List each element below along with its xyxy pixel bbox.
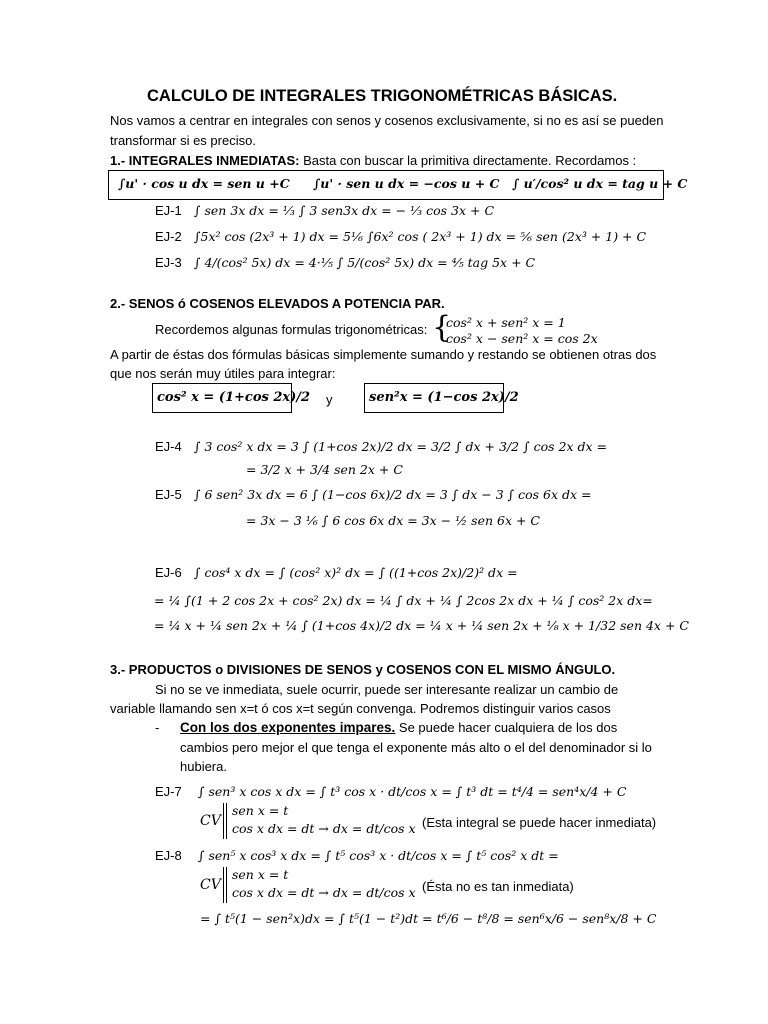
- ej3-expression: ∫ 4/(cos² 5x) dx = 4·⅕ ∫ 5/(cos² 5x) dx = ⅘ tag 5x + C: [194, 255, 536, 270]
- case-text-1: Se puede hacer cualquiera de los dos: [395, 720, 618, 735]
- ej4-line-1: ∫ 3 cos² x dx = 3 ∫ (1+cos 2x)/2 dx = 3/2 ∫ dx + 3/2 ∫ cos 2x dx =: [194, 439, 607, 454]
- ej4-label: EJ-4: [155, 439, 182, 454]
- case-text-3: hubiera.: [180, 759, 227, 774]
- section-2-para-2: que nos serán muy útiles para integrar:: [110, 366, 336, 381]
- section-2-heading: 2.- SENOS ó COSENOS ELEVADOS A POTENCIA PAR.: [110, 296, 445, 311]
- ej6-line-3: = ¼ x + ¼ sen 2x + ¼ ∫ (1+cos 4x)/2 dx = ¼ x + ¼ sen 2x + ⅛ x + 1/32 sen 4x + C: [154, 618, 689, 633]
- ej7-cv-label: CV: [200, 813, 221, 829]
- ej8-note: (Ésta no es tan inmediata): [422, 879, 574, 894]
- page-title: CALCULO DE INTEGRALES TRIGONOMÉTRICAS BÁSICAS.: [147, 87, 618, 105]
- formula-tag: ∫ u′/cos² u dx = tag u + C: [512, 176, 688, 191]
- section-1-heading: [110, 153, 636, 169]
- section-1-title: 1.- INTEGRALES INMEDIATAS:: [110, 153, 300, 168]
- ej8-line-2: = ∫ t⁵(1 − sen²x)dx = ∫ t⁵(1 − t²)dt = t⁶/6 − t⁸/8 = sen⁶x/6 − sen⁸x/8 + C: [200, 911, 657, 926]
- section-3-para-2: variable llamando sen x=t ó cos x=t según convenga. Podremos distinguir varios casos: [110, 701, 611, 716]
- section-3-heading: 3.- PRODUCTOS o DIVISIONES DE SENOS y COSENOS CON EL MISMO ÁNGULO.: [110, 662, 616, 677]
- ej7-cv-bar: [223, 803, 227, 839]
- ej2-expression: ∫5x² cos (2x³ + 1) dx = 5⅙ ∫6x² cos ( 2x³ + 1) dx = ⅚ sen (2x³ + 1) + C: [194, 229, 647, 244]
- ej5-label: EJ-5: [155, 487, 182, 502]
- sen-square-formula: sen²x = (1−cos 2x)/2: [369, 390, 519, 405]
- ej6-label: EJ-6: [155, 565, 182, 580]
- identity-1: cos² x + sen² x = 1: [446, 315, 566, 330]
- ej8-label: EJ-8: [155, 848, 182, 863]
- intro-line-2: transformar si es preciso.: [110, 133, 256, 148]
- ej5-line-1: ∫ 6 sen² 3x dx = 6 ∫ (1−cos 6x)/2 dx = 3 ∫ dx − 3 ∫ cos 6x dx =: [194, 487, 592, 502]
- ej2-label: EJ-2: [155, 229, 182, 244]
- ej6-line-2: = ¼ ∫(1 + 2 cos 2x + cos² 2x) dx = ¼ ∫ dx + ¼ ∫ 2cos 2x dx + ¼ ∫ cos² 2x dx=: [154, 593, 653, 608]
- ej5-line-2: = 3x − 3 ⅙ ∫ 6 cos 6x dx = 3x − ½ sen 6x + C: [246, 513, 540, 528]
- ej3-label: EJ-3: [155, 255, 182, 270]
- ej7-label: EJ-7: [155, 784, 182, 799]
- case-dash: -: [155, 720, 160, 735]
- ej1-expression: ∫ sen 3x dx = ⅓ ∫ 3 sen3x dx = − ⅓ cos 3x + C: [194, 203, 495, 218]
- formula-cos: ∫u' · cos u dx = sen u +C: [118, 176, 290, 191]
- ej4-line-2: = 3/2 x + 3/4 sen 2x + C: [246, 462, 403, 477]
- section-2-recall: Recordemos algunas formulas trigonométricas:: [155, 322, 428, 337]
- y-connector: y: [326, 392, 333, 407]
- ej1-label: EJ-1: [155, 203, 182, 218]
- ej8-cv-label: CV: [200, 877, 221, 893]
- ej7-change-1: sen x = t: [232, 803, 289, 818]
- ej8-change-2: cos x dx = dt → dx = dt/cos x: [232, 885, 416, 900]
- cos-square-formula: cos² x = (1+cos 2x)/2: [157, 390, 311, 405]
- section-2-para-1: A partir de éstas dos fórmulas básicas simplemente sumando y restando se obtienen otras dos: [110, 347, 657, 362]
- ej8-cv-bar: [223, 867, 227, 903]
- ej8-change-1: sen x = t: [232, 867, 289, 882]
- case-text-2: cambios pero mejor el que tenga el exponente más alto o el del denominador si lo: [180, 740, 652, 755]
- intro-line-1: Nos vamos a centrar en integrales con senos y cosenos exclusivamente, si no es así se pueden: [110, 113, 664, 128]
- ej7-note: (Esta integral se puede hacer inmediata): [422, 815, 657, 830]
- identities-brace: {: [432, 310, 452, 345]
- ej6-line-1: ∫ cos⁴ x dx = ∫ (cos² x)² dx = ∫ ((1+cos 2x)/2)² dx =: [194, 565, 518, 580]
- case-odd-exponents: [180, 720, 617, 736]
- section-3-para-1: Si no se ve inmediata, suele ocurrir, puede ser interesante realizar un cambio de: [155, 682, 619, 697]
- formula-sen: ∫u' · sen u dx = −cos u + C: [313, 176, 500, 191]
- ej8-line-1: ∫ sen⁵ x cos³ x dx = ∫ t⁵ cos³ x · dt/cos x = ∫ t⁵ cos² x dt =: [198, 848, 559, 863]
- section-1-text: Basta con buscar la primitiva directamente. Recordamos :: [299, 153, 637, 168]
- ej7-line-1: ∫ sen³ x cos x dx = ∫ t³ cos x · dt/cos x = ∫ t³ dt = t⁴/4 = sen⁴x/4 + C: [198, 784, 627, 799]
- identity-2: cos² x − sen² x = cos 2x: [446, 331, 598, 346]
- case-title: Con los dos exponentes impares.: [180, 720, 396, 735]
- ej7-change-2: cos x dx = dt → dx = dt/cos x: [232, 821, 416, 836]
